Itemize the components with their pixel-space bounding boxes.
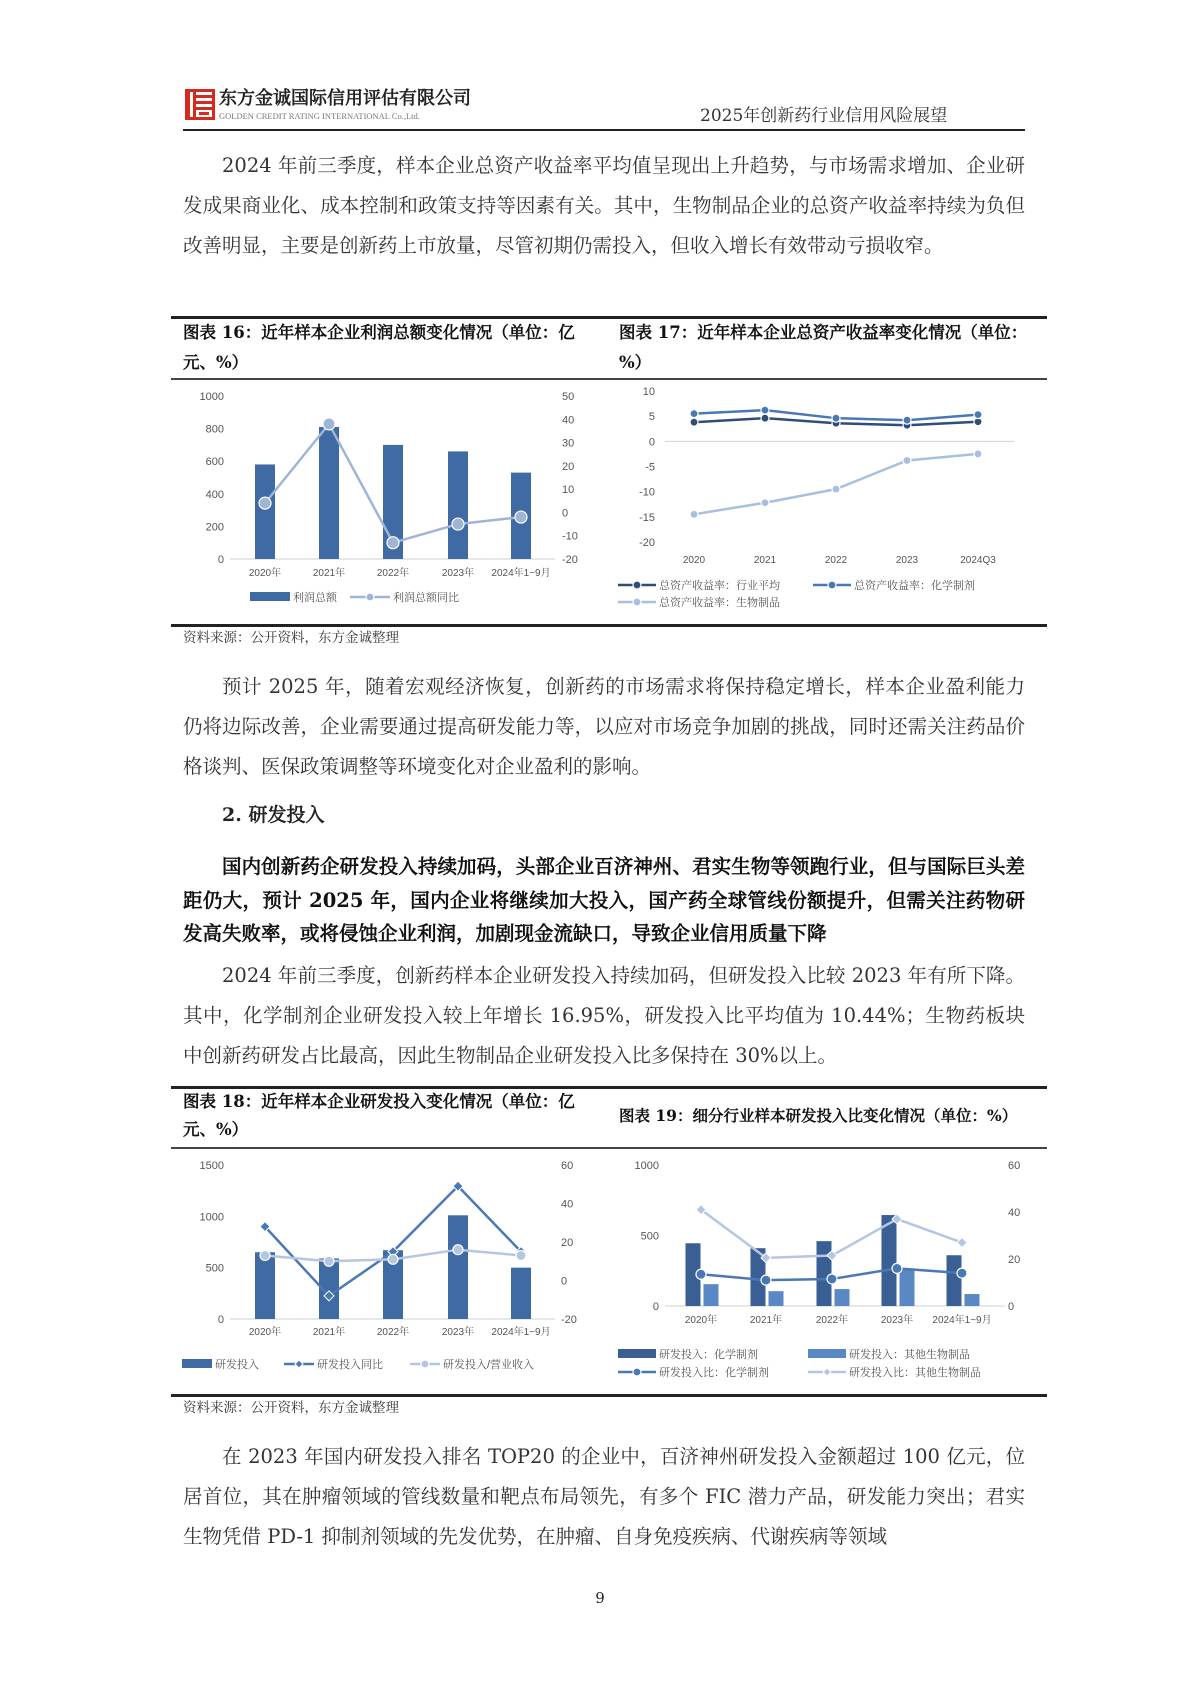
legend-marker bbox=[366, 593, 374, 601]
data-point bbox=[761, 414, 769, 422]
data-point bbox=[690, 418, 698, 426]
figure-bottom-rule bbox=[171, 624, 1047, 627]
x-tick-label: 2022 bbox=[824, 555, 848, 566]
legend-marker bbox=[823, 1368, 831, 1376]
legend-label: 研发投入同比 bbox=[317, 1359, 383, 1371]
data-point bbox=[903, 416, 911, 424]
y2-tick-label: 40 bbox=[1008, 1207, 1021, 1219]
legend-marker bbox=[828, 581, 836, 589]
source-note: 资料来源：公开资料，东方金诚整理 bbox=[183, 630, 399, 646]
x-tick-label: 2021年 bbox=[312, 1327, 346, 1338]
chart-19-title: 图表 19：细分行业样本研发投入比变化情况（单位：%） bbox=[619, 1106, 1018, 1125]
series-line bbox=[694, 454, 978, 514]
y-tick-label: 0 bbox=[217, 554, 224, 566]
paragraph-roa: 2024 年前三季度，样本企业总资产收益率平均值呈现出上升趋势，与市场需求增加、企业研发成果商业化、成本控制和政策支持等因素有关。其中，生物制品企业的总资产收益率持续为负但改善明显，主要是创新药上市放量，尽管初期仍需投入，但收入增长有效带动亏损收窄。 bbox=[183, 154, 1025, 257]
data-point bbox=[515, 511, 527, 523]
y-tick-label: 0 bbox=[652, 1301, 659, 1313]
bar bbox=[882, 1215, 897, 1306]
x-tick-label: 2022年 bbox=[376, 568, 410, 579]
legend-label: 利润总额 bbox=[293, 592, 337, 604]
x-tick-label: 2020 bbox=[682, 555, 706, 566]
figure-title-rule bbox=[171, 378, 1047, 380]
y-tick-label: 5 bbox=[648, 411, 655, 424]
company-logo bbox=[185, 89, 215, 120]
x-tick-label: 2021年 bbox=[312, 568, 346, 579]
y-tick-label: 200 bbox=[205, 521, 224, 534]
y-tick-label: 500 bbox=[640, 1230, 659, 1243]
y2-tick-label: 30 bbox=[562, 437, 575, 450]
chart-18-rd bbox=[180, 1152, 600, 1392]
bar bbox=[900, 1269, 915, 1306]
x-tick-label: 2024年1~9月 bbox=[932, 1315, 992, 1326]
bar bbox=[448, 451, 468, 559]
legend-marker bbox=[633, 581, 641, 589]
data-point bbox=[761, 406, 769, 414]
header-divider bbox=[183, 129, 1025, 131]
legend-label: 研发投入：其他生物制品 bbox=[849, 1349, 970, 1361]
bar bbox=[835, 1289, 850, 1306]
chart-16-profit bbox=[180, 382, 600, 618]
legend-label: 利润总额同比 bbox=[393, 592, 459, 604]
data-point bbox=[690, 410, 698, 418]
data-point bbox=[388, 1254, 398, 1264]
bar bbox=[255, 464, 275, 559]
bar bbox=[704, 1284, 719, 1306]
bar bbox=[448, 1215, 468, 1319]
y-tick-label: 0 bbox=[648, 436, 655, 449]
legend-marker bbox=[421, 1360, 429, 1368]
chart-17-title: 图表 17：近年样本企业总资产收益率变化情况（单位：%） bbox=[619, 323, 1028, 372]
y-tick-label: 1000 bbox=[199, 1211, 224, 1224]
data-point bbox=[903, 456, 911, 464]
source-note: 资料来源：公开资料，东方金诚整理 bbox=[183, 1400, 399, 1416]
legend-label: 研发投入比：化学制剂 bbox=[659, 1367, 769, 1379]
data-point bbox=[827, 1274, 837, 1284]
x-tick-label: 2020年 bbox=[248, 1327, 282, 1338]
y-tick-label: 500 bbox=[205, 1262, 224, 1275]
x-tick-label: 2023 bbox=[895, 555, 919, 566]
x-tick-label: 2023年 bbox=[441, 1327, 475, 1338]
legend-label: 研发投入：化学制剂 bbox=[659, 1349, 758, 1361]
chart-18-title: 图表 18：近年样本企业研发投入变化情况（单位：亿元、%） bbox=[183, 1092, 575, 1139]
legend-label: 研发投入比：其他生物制品 bbox=[849, 1367, 981, 1379]
y-tick-label: 400 bbox=[205, 488, 224, 501]
y-tick-label: 600 bbox=[205, 456, 224, 469]
bar bbox=[965, 1294, 980, 1306]
data-point bbox=[974, 411, 982, 419]
y-tick-label: 800 bbox=[205, 423, 224, 436]
bar bbox=[255, 1252, 275, 1319]
x-tick-label: 2022年 bbox=[376, 1327, 410, 1338]
legend-swatch bbox=[182, 1359, 212, 1368]
data-point bbox=[516, 1250, 526, 1260]
company-name-en: GOLDEN CREDIT RATING INTERNATIONAL Co.,Ltd. bbox=[219, 111, 420, 121]
y2-tick-label: -20 bbox=[562, 554, 578, 566]
x-tick-label: 2020年 bbox=[684, 1315, 718, 1326]
data-point bbox=[323, 418, 335, 430]
y2-tick-label: 20 bbox=[561, 1237, 574, 1249]
key-point: 国内创新药企研发投入持续加码，头部企业百济神州、君实生物等领跑行业，但与国际巨头差距仍大，预计 2025 年，国内企业将继续加大投入，国产药全球管线份额提升，但需关注药物研发高失败率，或将侵蚀企业利润，加剧现金流缺口，导致企业信用质量下降 bbox=[183, 855, 1025, 945]
figure-bottom-rule bbox=[171, 1394, 1047, 1397]
y2-tick-label: -10 bbox=[562, 530, 578, 543]
y-tick-label: 1000 bbox=[634, 1160, 659, 1172]
y2-tick-label: 20 bbox=[562, 460, 575, 473]
data-point bbox=[832, 414, 840, 422]
company-name-cn: 东方金诚国际信用评估有限公司 bbox=[219, 88, 471, 109]
x-tick-label: 2021 bbox=[753, 555, 777, 566]
data-point bbox=[832, 485, 840, 493]
data-point bbox=[324, 1256, 334, 1266]
y-tick-label: 0 bbox=[217, 1314, 224, 1326]
data-point bbox=[974, 450, 982, 458]
legend-swatch bbox=[250, 592, 290, 601]
x-tick-label: 2021年 bbox=[749, 1315, 783, 1326]
paragraph-outlook: 预计 2025 年，随着宏观经济恢复，创新药的市场需求将保持稳定增长，样本企业盈利能力仍将边际改善，企业需要通过提高研发能力等，以应对市场竞争加剧的挑战，同时还需关注药品价格谈判、医保政策调整等环境变化对企业盈利的影响。 bbox=[183, 675, 1025, 778]
bar bbox=[319, 427, 339, 559]
y2-tick-label: 50 bbox=[562, 391, 575, 403]
bar bbox=[511, 1268, 531, 1319]
y2-tick-label: 40 bbox=[562, 414, 575, 427]
data-point bbox=[690, 510, 698, 518]
y2-tick-label: 10 bbox=[562, 484, 575, 497]
data-point bbox=[761, 499, 769, 507]
data-point bbox=[452, 518, 464, 530]
data-point bbox=[259, 497, 271, 509]
data-point bbox=[260, 1250, 270, 1260]
bar bbox=[947, 1255, 962, 1306]
y2-tick-label: 40 bbox=[561, 1198, 574, 1211]
legend-label: 研发投入/营业收入 bbox=[443, 1359, 535, 1371]
x-tick-label: 2023年 bbox=[441, 568, 475, 579]
y2-tick-label: 0 bbox=[561, 1275, 568, 1288]
chart-16-title: 图表 16：近年样本企业利润总额变化情况（单位：亿元、%） bbox=[183, 323, 575, 372]
y-tick-label: -5 bbox=[645, 461, 655, 474]
legend-swatch bbox=[808, 1349, 846, 1358]
x-tick-label: 2023年 bbox=[880, 1315, 914, 1326]
chart-19-rd-ratio bbox=[615, 1152, 1045, 1392]
y-tick-label: -10 bbox=[639, 486, 655, 499]
bar bbox=[817, 1241, 832, 1306]
y-tick-label: 1500 bbox=[199, 1160, 224, 1172]
x-tick-label: 2024年1~9月 bbox=[491, 1327, 551, 1338]
logo-mark-icon bbox=[185, 89, 215, 120]
y-tick-label: -15 bbox=[639, 511, 655, 524]
legend-marker bbox=[633, 1368, 641, 1376]
x-tick-label: 2024年1~9月 bbox=[491, 568, 551, 579]
x-tick-label: 2024Q3 bbox=[960, 555, 996, 566]
section-heading: 2. 研发投入 bbox=[222, 804, 325, 826]
data-point bbox=[387, 537, 399, 549]
legend-marker bbox=[295, 1360, 303, 1368]
y2-tick-label: 60 bbox=[561, 1160, 574, 1172]
y2-tick-label: 20 bbox=[1008, 1254, 1021, 1266]
legend-label: 总资产收益率：行业平均 bbox=[659, 580, 780, 592]
legend-swatch bbox=[618, 1349, 656, 1358]
data-point bbox=[892, 1263, 902, 1273]
chart-17-roa bbox=[615, 382, 1045, 618]
y-tick-label: 10 bbox=[642, 386, 655, 398]
legend-marker bbox=[633, 598, 641, 606]
data-point bbox=[957, 1268, 967, 1278]
x-tick-label: 2020年 bbox=[248, 568, 282, 579]
bar bbox=[769, 1291, 784, 1306]
y-tick-label: -20 bbox=[639, 537, 655, 549]
x-tick-label: 2022年 bbox=[815, 1315, 849, 1326]
page-number: 9 bbox=[595, 1589, 605, 1607]
report-title: 2025年创新药行业信用风险展望 bbox=[700, 106, 948, 126]
data-point bbox=[696, 1269, 706, 1279]
legend-label: 总资产收益率：生物制品 bbox=[659, 597, 780, 609]
legend-label: 总资产收益率：化学制剂 bbox=[854, 580, 975, 592]
y2-tick-label: 0 bbox=[562, 507, 569, 520]
paragraph-rd: 2024 年前三季度，创新药样本企业研发投入持续加码，但研发投入比较 2023 年有所下降。其中，化学制剂企业研发投入较上年增长 16.95%，研发投入比平均值为 10.44%；生物药板块中创新药研发占比最高，因此生物制品企业研发投入比多保持在 30%以上。 bbox=[183, 964, 1025, 1067]
y-tick-label: 1000 bbox=[199, 391, 224, 403]
y2-tick-label: 0 bbox=[1008, 1301, 1015, 1313]
y2-tick-label: 60 bbox=[1008, 1160, 1021, 1172]
data-point bbox=[761, 1275, 771, 1285]
data-point bbox=[957, 1238, 967, 1248]
data-point bbox=[453, 1245, 463, 1255]
paragraph-top20: 在 2023 年国内研发投入排名 TOP20 的企业中，百济神州研发投入金额超过 100 亿元，位居首位，其在肿瘤领域的管线数量和靶点布局领先，有多个 FIC 潜力产品，研发能力突出；君实生物凭借 PD-1 抑制剂领域的先发优势，在肿瘤、自身免疫疾病、代谢疾病等领域 bbox=[183, 1445, 1025, 1548]
y2-tick-label: -20 bbox=[561, 1314, 577, 1326]
figure-title-rule bbox=[171, 1147, 1047, 1149]
legend-label: 研发投入 bbox=[215, 1359, 259, 1371]
